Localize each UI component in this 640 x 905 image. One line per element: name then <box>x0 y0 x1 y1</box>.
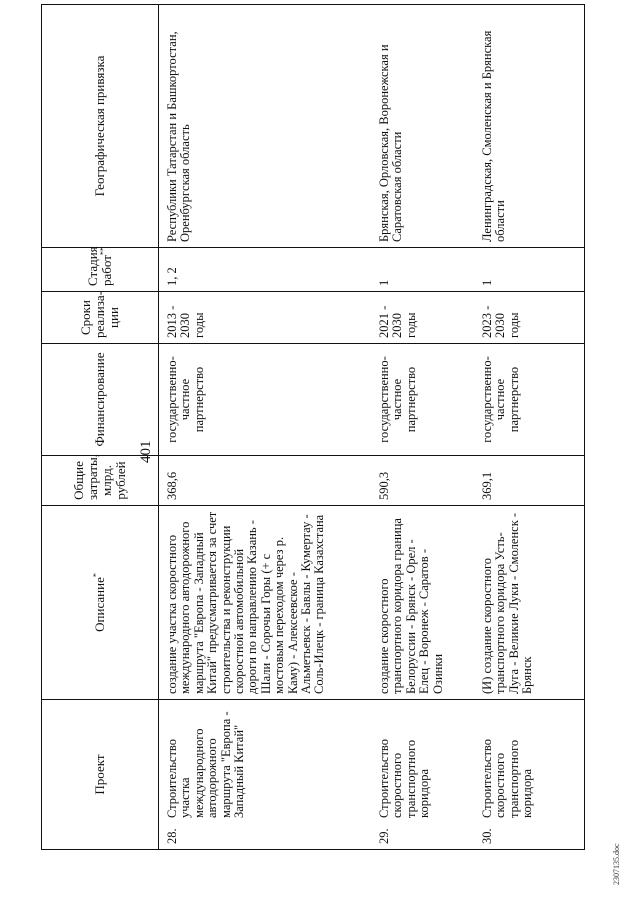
cell-financing: государственно-частное партнерство <box>159 344 375 456</box>
cell-stage: 1 <box>374 248 477 292</box>
cell-financing: государственно-частное партнерство <box>374 344 477 456</box>
page-number: 401 <box>138 440 154 463</box>
cell-project <box>477 700 585 850</box>
cell-stage: 1, 2 <box>159 248 375 292</box>
cell-description: создание скоростного транспортного коридора граница Белоруссии - Брянск - Орел - Елец - Воронеж - Саратов - Озинки <box>374 506 477 700</box>
project-name: Строительство скоростного транспортного коридора <box>480 738 535 818</box>
table-row <box>477 5 585 850</box>
header-description-text: Описание <box>92 577 107 632</box>
header-geo: Географическая привязка <box>42 5 159 248</box>
header-row <box>42 5 159 850</box>
header-financing: Финансирование <box>42 344 159 456</box>
cell-geo: Ленинградская, Смоленская и Брянская области <box>477 5 585 248</box>
cell-cost: 369,1 <box>477 456 585 506</box>
header-description-mark: * <box>91 573 101 578</box>
header-stage <box>42 248 159 292</box>
header-stage-text: Стадия работ <box>85 246 114 286</box>
table-row <box>374 5 477 850</box>
document-code: 2307135.doc <box>612 843 621 885</box>
project-name: Строительство участка международного автодорожного маршрута "Европа - Западный Китай" <box>165 711 247 818</box>
row-number: 29. <box>377 828 391 844</box>
cell-project <box>374 700 477 850</box>
cell-geo: Республики Татарстан и Башкортостан, Оренбургская область <box>159 5 375 248</box>
header-stage-mark: ** <box>98 247 108 256</box>
table-row <box>159 5 375 850</box>
row-number: 28. <box>165 828 179 844</box>
cell-geo: Брянская, Орловская, Воронежская и Саратовская области <box>374 5 477 248</box>
cell-cost: 368,6 <box>159 456 375 506</box>
cell-project <box>159 700 375 850</box>
cell-description: создание участка скоростного международного автодорожного маршрута "Европа - Западный Китай" предусматривается за счет строительства и реконструкции скоростной автомобильной дороги по направлению Казань - Шали - Сорочьи Горы (+ с мостовым переходом через р. Каму) - Алексеевское - Альметьевск - Бавлы - Кумертау - Соль-Илецк - граница Казахстана <box>159 506 375 700</box>
cell-cost: 590,3 <box>374 456 477 506</box>
cell-terms: 2013 - 2030 годы <box>159 292 375 344</box>
cell-financing: государственно-частное партнерство <box>477 344 585 456</box>
header-terms: Сроки реализа-ции <box>42 292 159 344</box>
projects-table <box>41 4 585 850</box>
cell-terms: 2021 - 2030 годы <box>374 292 477 344</box>
cell-stage: 1 <box>477 248 585 292</box>
cell-terms: 2023 - 2030 годы <box>477 292 585 344</box>
header-cost: Общие затраты, млрд. рублей <box>42 456 159 506</box>
row-number: 30. <box>480 828 494 844</box>
cell-description: (И) создание скоростного транспортного коридора Усть-Луга - Великие Луки - Смоленск - Брянск <box>477 506 585 700</box>
project-name: Строительство скоростного транспортного коридора <box>377 738 432 818</box>
header-project: Проект <box>42 700 159 850</box>
header-description <box>42 506 159 700</box>
